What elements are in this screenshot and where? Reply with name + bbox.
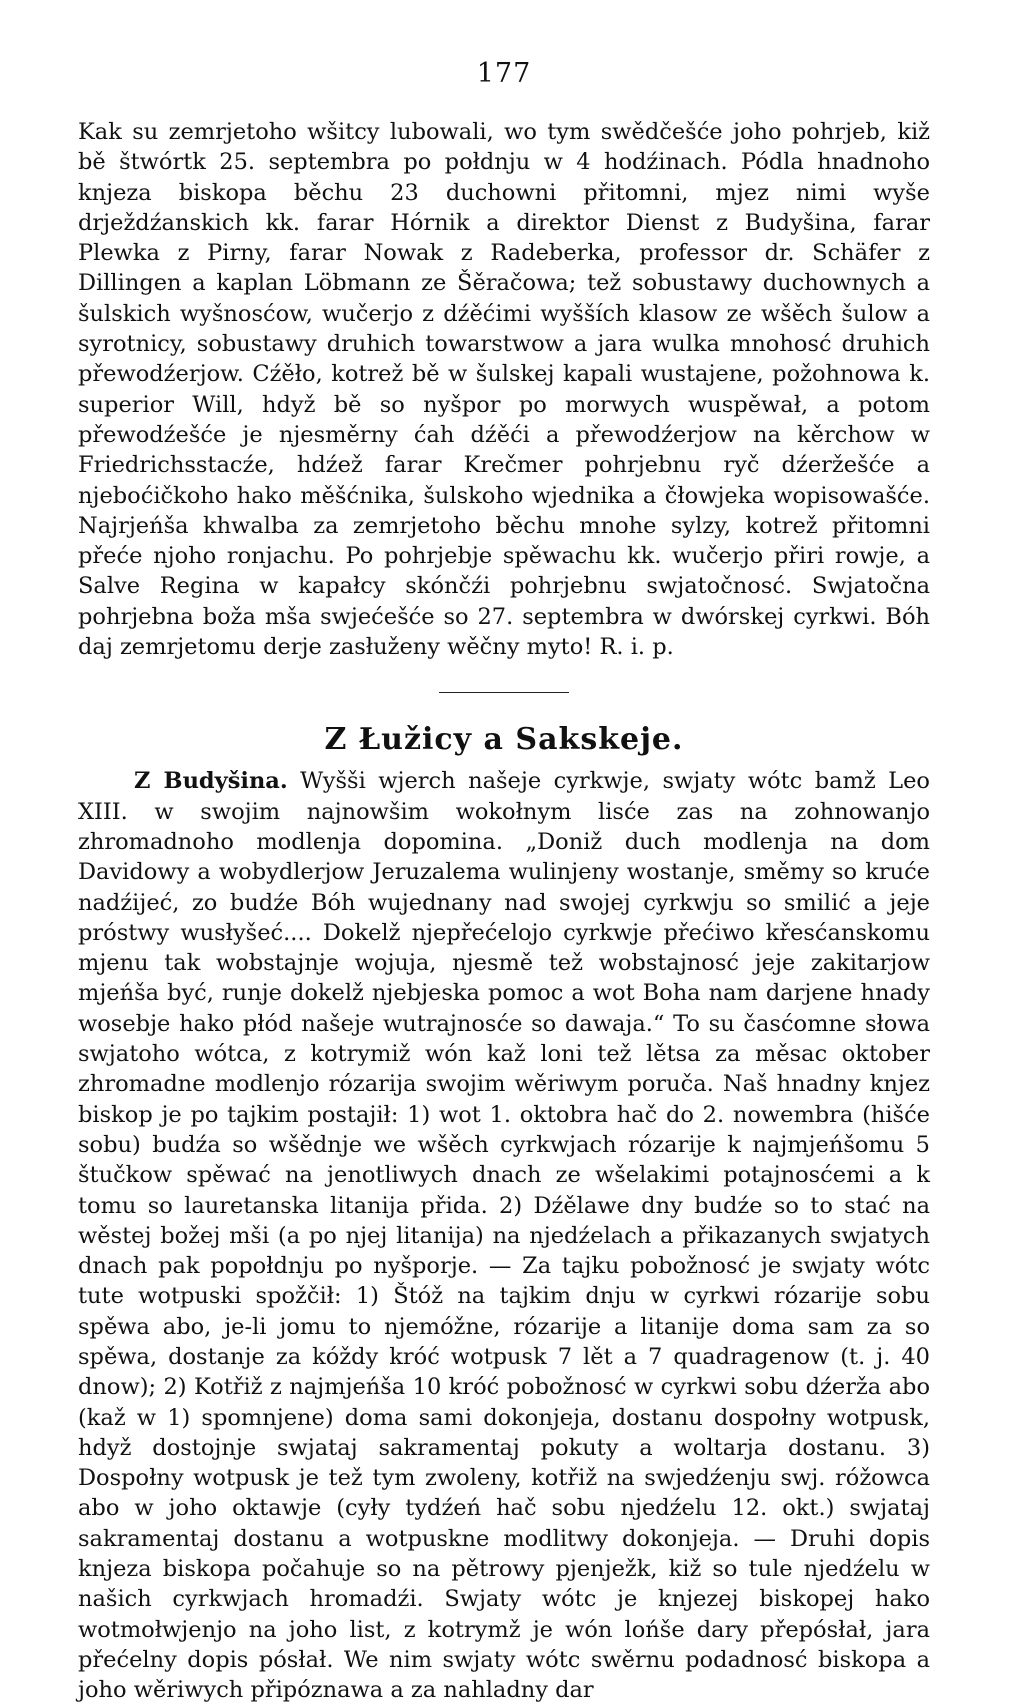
paragraph-body: Wyšši wjerch našeje cyrkwje, swjaty wótc bamž Leo XIII. w swojim najnowšim wokołnym lisće zas na zohnowanjo zhromadnoho modlenja dopomina. „Doniž duch modlenja na dom Davidowy a wobydlerjow Jeruzalema wulinjeny wostanje, směmy so kruće nadźijeć, zo budźe Bóh wujednany nad swojej cyrkwju so smilić a jeje próstwy wusłyšeć.... Dokelž njepřećelojo cyrkwje přećiwo křesćanskomu mjenu tak wobstajnje wojuja, njesmě tež wobstajnosć jeje zakitarjow mjeńša być, runje dokelž njebjeska pomoc a wot Boha nam darjene hnady wosebje hako płód našeje wutrajnosće so dawaja.“ To su časćomne słowa swjatoho wótca, z kotrymiž wón kaž loni tež lětsa za měsac oktober zhromadne modlenjo rózarija swojim wěriwym poruča. Naš hnadny knjez biskop je po tajkim postajił: 1) wot 1. oktobra hač do 2. nowembra (hišće sobu) budźa so wšědnje we wšěch cyrkwjach rózarije k najmjeńšomu 5 štučkow spěwać na jenotliwych dnach ze wšelakimi potajnosćemi a k tomu so lauretanska litanija přida. 2) Dźělawe dny budźe so to stać na wěstej božej mši (a po njej litanija) na njedźelach a přikazanych swjatych dnach pak popołdnju po nyšporje. — Za tajku pobožnosć je swjaty wótc tute wotpuski spožčił: 1) Štóž na tajkim dnju w cyrkwi rózarije sobu spěwa abo, je-li jomu to njemóžne, rózarije a litanije doma sam za so spěwa, dostanje za kóždy króć wotpusk 7 lět a 7 quadragenow (t. j. 40 dnow); 2) Kotřiž z najmjeńša 10 króć pobožnosć w cyrkwi sobu dźerža abo (kaž w 1) spomnjene) doma sami dokonjeja, dostanu dospołny wotpusk, hdyž dostojnje swjataj sakramentaj pokuty a woltarja dostanu. 3) Dospołny wotpusk je tež tym zwoleny, kotřiž na swjedźenju swj. róžowca abo w joho oktawje (cyły tydźeń hač sobu njedźelu 12. okt.) swjataj sakramentaj dostanu a wotpuskne modlitwy dokonjeja. — Druhi dopis knjeza biskopa počahuje so na pětrowy pjenježk, kiž so tule njedźelu w našich cyrkwjach hromadźi. Swjaty wótc je knjezej biskopej hako wotmołwjenjo na joho list, z kotrymž je wón lońše dary přepósłał, jara přećelny dopis pósłał. We nim swjaty wótc swěrnu podadnosć biskopa a joho wěriwych připóznawa a za nahladny dar (78, 768, 930, 1704)
document-page (78, 60, 930, 1706)
paragraph-budysin (78, 766, 930, 1705)
page-number: 177 (476, 58, 532, 89)
paragraph-funeral: Kak su zemrjetoho wšitcy lubowali, wo tym swědčešće joho pohrjeb, kiž bě štwórtk 25. septembra po połdnju w 4 hodźinach. Pódla hnadnoho knjeza biskopa běchu 23 duchowni přitomni, mjez nimi wyše drježdźanskich kk. farar Hórnik a direktor Dienst z Budyšina, farar Plewka z Pirny, farar Nowak z Radeberka, professor dr. Schäfer z Dillingen a kaplan Löbmann ze Šěračowa; tež sobustawy duchownych a šulskich wyšnosćow, wučerjo z dźěćimi wyšších klasow ze wšěch šulow a syrotnicy, sobustawy druhich towarstwow a jara wulka mnohosć druhich přewodźerjow. Cźěło, kotrež bě w šulskej kapali wustajene, požohnowa k. superior Will, hdyž bě so nyšpor po morwych wuspěwał, a potom přewodźešće je njesměrny ćah dźěći a přewodźerjow na kěrchow w Friedrichsstacźe, hdźež farar Krečmer pohrjebnu ryč dźeržešće a njeboćičkoho hako měšćnika, šulskoho wjednika a čłowjeka wopisowašće. Najrjeńša khwalba za zemrjetoho běchu mnohe sylzy, kotrež přitomni přeće njoho ronjachu. Po pohrjebje spěwachu kk. wučerjo přiri rowje, a Salve Regina w kapałcy skónčźi pohrjebnu swjatočnosć. Swjatočna pohrjebna boža mša swjećešće so 27. septembra w dwórskej cyrkwi. Bóh daj zemrjetomu derje zasłuženy wěčny myto! R. i. p. (78, 119, 930, 661)
paragraph-subheading: Z Budyšina. (134, 768, 288, 795)
section-divider (439, 692, 569, 693)
section-heading: Z Łužicy a Sakskeje. (324, 722, 684, 758)
